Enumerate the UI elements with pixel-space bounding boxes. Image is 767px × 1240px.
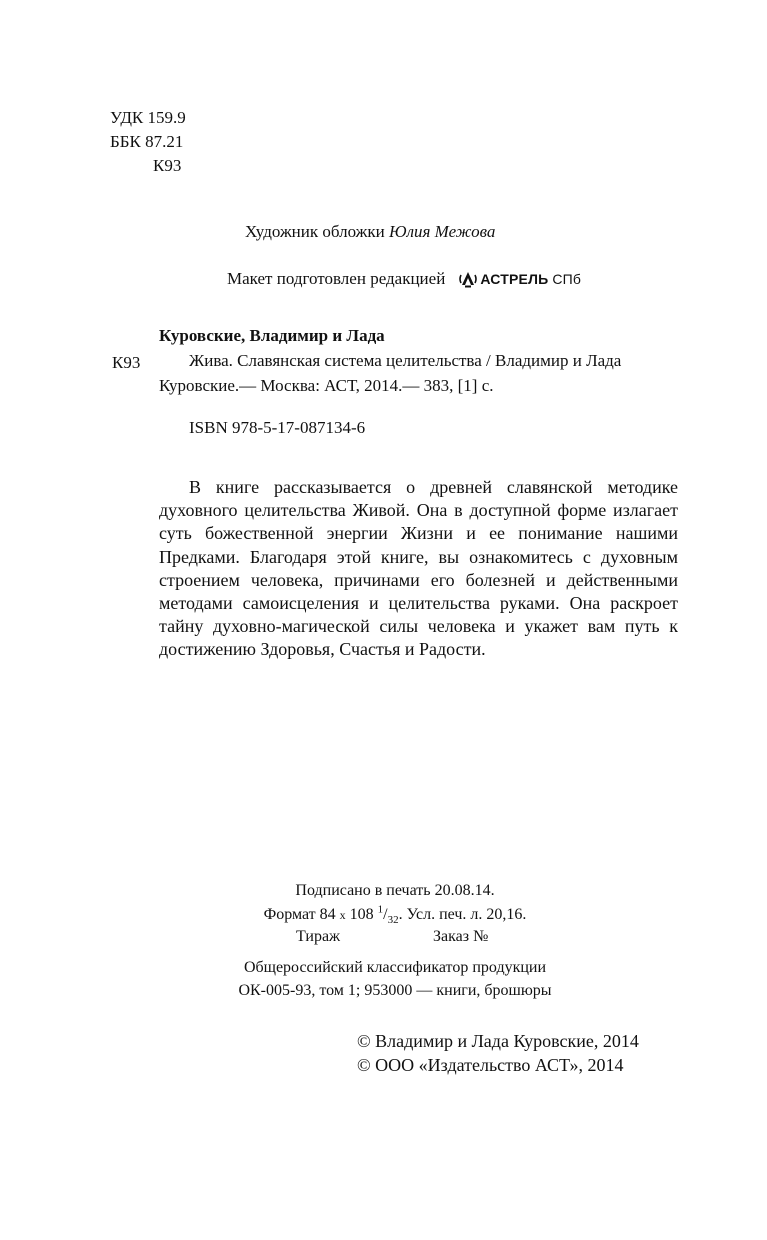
print-format — [0, 904, 767, 926]
udk-code: УДК 159.9 — [110, 108, 186, 127]
publisher-logo-main: АСТРЕЛЬ — [480, 271, 549, 287]
author-mark-top: К93 — [153, 156, 182, 175]
format-times: x — [339, 908, 346, 922]
print-run-label: Тираж — [296, 928, 341, 945]
catalog-author-heading: Куровские, Владимир и Лада — [159, 326, 385, 345]
catalog-title-line2: Куровские.— Москва: АСТ, 2014.— 383, [1] с. — [159, 376, 494, 395]
format-fraction-slash: / — [383, 906, 388, 923]
format-suffix: . Усл. печ. л. 20,16. — [398, 906, 527, 923]
product-classifier-line1: Общероссийский классификатор продукции — [243, 959, 547, 976]
isbn: ISBN 978-5-17-087134-6 — [189, 418, 366, 437]
signed-to-print: Подписано в печать 20.08.14. — [295, 882, 495, 899]
run-order-row — [296, 926, 489, 948]
publisher-logo — [459, 268, 581, 290]
copyright-publisher: © ООО «Издательство АСТ», 2014 — [357, 1055, 624, 1075]
publisher-logo-city: СПб — [552, 271, 582, 287]
format-prefix: Формат 84 — [263, 906, 340, 923]
cover-artist-line — [245, 221, 495, 243]
catalog-author-mark: К93 — [112, 353, 141, 372]
layout-credit-label: Макет подготовлен редакцией — [227, 269, 446, 288]
cover-artist-name: Юлия Межова — [389, 222, 496, 241]
order-number-label: Заказ № — [433, 928, 489, 945]
catalog-title-line1: Жива. Славянская система целительства / Владимир и Лада — [189, 351, 622, 370]
bbk-code: ББК 87.21 — [110, 132, 184, 151]
copyright-authors: © Владимир и Лада Куровские, 2014 — [357, 1031, 639, 1051]
astrel-logo-icon — [459, 270, 477, 288]
format-mid: 108 — [345, 906, 378, 923]
layout-credit-line — [227, 268, 581, 290]
annotation-text: В книге рассказывается о древней славянской методике духовного целительства Живой. Она в доступной форме излагает суть божественной энергии Жизни и ее понимание нашими Предками. Благодаря этой книге, вы ознакомитесь с духовным строением человека, причинами его болезней и действенными методами самоисцеления и целительства руками. Она раскроет тайну духовно-магической силы человека и укажет вам путь к достижению Здоровья, Счастья и Радости. — [159, 477, 678, 660]
book-annotation — [159, 476, 678, 662]
format-fraction-num: 1 — [377, 903, 384, 916]
format-fraction-den: 32 — [387, 914, 399, 927]
cover-artist-label: Художник обложки — [245, 222, 385, 241]
product-classifier-line2: ОК-005-93, том 1; 953000 — книги, брошюры — [238, 982, 552, 999]
